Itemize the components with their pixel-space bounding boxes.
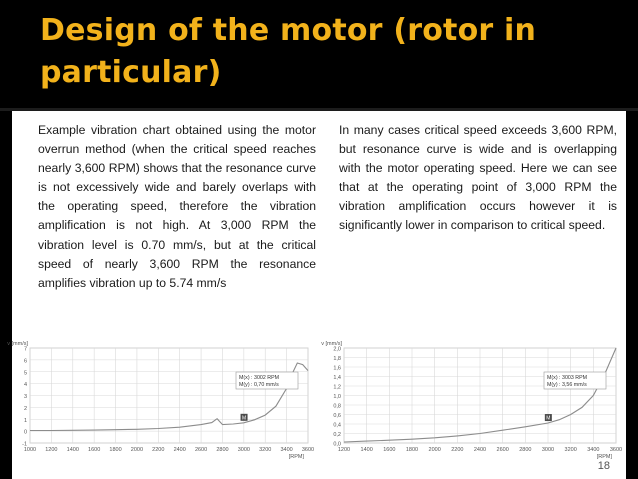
right-paragraph: In many cases critical speed exceeds 3,600 RPM, but resonance curve is wide and is overlapping with the motor operating speed. Here we can see that at the operating point of 3,000 RPM the vibration amplification occurs however it is significantly lower in comparison to critical speed.: [339, 123, 617, 233]
readout-y: M(y) : 3,56 mm/s: [547, 382, 587, 388]
y-tick-label: 2,0: [333, 346, 341, 353]
y-tick-label: -1: [22, 441, 27, 448]
x-tick-label: 1800: [109, 447, 122, 453]
x-tick-label: 3400: [280, 447, 293, 453]
chart-svg-right: [320, 340, 626, 466]
left-paragraph: Example vibration chart obtained using the motor overrun method (when the critical speed reaches nearly 3,600 RPM) shows that the resonance curve is not excessively wide and barely overlaps with the operating speed, therefore the vibration amplification is not high. At 3,000 RPM the vibration level is 0.70 mm/s, but at the critical speed of nearly 3,600 RPM the resonance amplifies vibration up to 5.74 mm/s: [38, 123, 316, 290]
x-tick-label: 2000: [130, 447, 144, 453]
y-tick-label: 1,6: [333, 365, 341, 372]
x-tick-label: 3000: [541, 447, 555, 453]
left-text-column: [38, 121, 316, 293]
x-tick-label: 3600: [609, 447, 623, 453]
x-tick-label: 2800: [519, 447, 532, 453]
x-tick-label: 1800: [405, 447, 419, 453]
y-tick-label: 1,0: [333, 394, 341, 400]
slide-title: Design of the motor (rotor in particular): [40, 13, 537, 90]
y-tick-label: 1,4: [333, 375, 341, 381]
x-axis-label: [RPM]: [596, 454, 612, 460]
readout-y: M(y) : 0,70 mm/s: [239, 382, 279, 388]
readout-x: M(x) : 3002 RPM: [239, 375, 280, 381]
x-tick-label: 1600: [383, 447, 396, 453]
y-tick-label: 1,2: [333, 384, 341, 391]
y-tick-label: 1: [23, 417, 27, 424]
x-axis-label: [RPM]: [288, 454, 304, 460]
x-tick-label: 2200: [152, 447, 165, 453]
y-tick-label: 0,6: [333, 413, 341, 419]
marker-label: M: [546, 415, 551, 422]
x-tick-label: 3200: [564, 447, 577, 453]
x-tick-label: 3600: [301, 447, 315, 453]
y-tick-label: 1,8: [333, 356, 341, 362]
y-tick-label: 7: [23, 346, 27, 353]
x-tick-label: 2600: [496, 447, 509, 453]
y-tick-label: 0,8: [333, 403, 341, 410]
right-text-column: [339, 121, 617, 236]
x-tick-label: 1000: [23, 447, 37, 453]
x-tick-label: 3200: [259, 447, 272, 453]
y-tick-label: 2: [23, 405, 27, 412]
y-tick-label: 0,0: [333, 441, 341, 448]
vibration-chart-right: [320, 340, 626, 466]
x-tick-label: 3000: [237, 447, 250, 453]
x-tick-label: 3400: [587, 447, 600, 453]
y-tick-label: 5: [23, 370, 27, 377]
x-tick-label: 1400: [360, 447, 373, 453]
x-tick-label: 1400: [66, 447, 79, 453]
x-tick-label: 2800: [216, 447, 229, 453]
y-tick-label: 0,2: [333, 432, 341, 438]
title-bar: [0, 0, 638, 111]
y-tick-label: 6: [23, 358, 27, 365]
y-tick-label: 3: [23, 394, 27, 400]
chart-svg-left: [7, 340, 317, 466]
x-tick-label: 2000: [428, 447, 441, 453]
vibration-chart-left: [7, 340, 317, 466]
slide-body: [7, 111, 626, 479]
y-tick-label: 0: [23, 429, 27, 436]
x-tick-label: 2400: [173, 447, 186, 453]
y-tick-label: 0,4: [333, 422, 341, 429]
y-tick-label: 4: [23, 382, 27, 389]
page-number: 18: [597, 460, 610, 472]
x-tick-label: 2200: [451, 447, 464, 453]
x-tick-label: 2400: [473, 447, 487, 453]
x-tick-label: 1200: [45, 447, 58, 453]
x-tick-label: 2600: [194, 447, 208, 453]
readout-x: M(x) : 3003 RPM: [547, 375, 588, 381]
x-tick-label: 1200: [337, 447, 351, 453]
y-axis-label: v [mm/s]: [7, 341, 28, 347]
x-tick-label: 1600: [88, 447, 101, 453]
y-axis-label: v [mm/s]: [321, 341, 342, 347]
marker-label: M: [241, 415, 247, 422]
